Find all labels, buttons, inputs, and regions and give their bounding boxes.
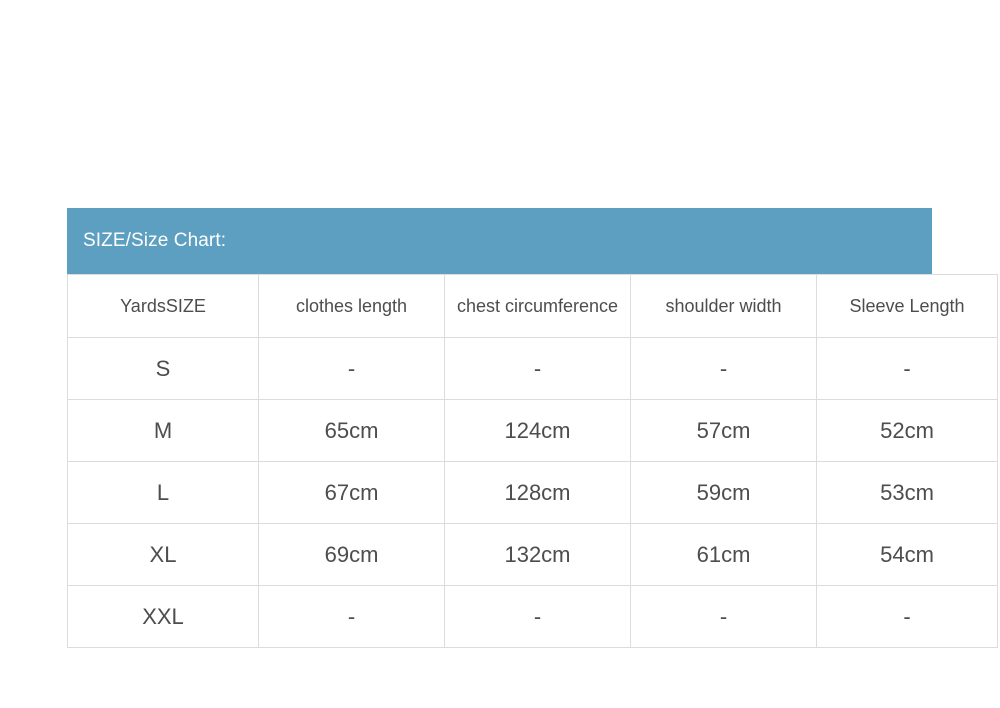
column-header-chest-circumference: chest circumference: [445, 275, 631, 338]
table-row: [68, 338, 998, 400]
cell-sleeve-length: 54cm: [817, 524, 998, 586]
table-row: [68, 462, 998, 524]
cell-sleeve-length: -: [817, 586, 998, 648]
cell-size: XXL: [68, 586, 259, 648]
cell-clothes-length: 69cm: [259, 524, 445, 586]
cell-sleeve-length: -: [817, 338, 998, 400]
size-chart-title: SIZE/Size Chart:: [83, 230, 227, 251]
cell-chest-circumference: -: [445, 586, 631, 648]
cell-clothes-length: 65cm: [259, 400, 445, 462]
column-header-clothes-length: clothes length: [259, 275, 445, 338]
size-chart-header: [67, 208, 932, 274]
cell-chest-circumference: 132cm: [445, 524, 631, 586]
column-header-shoulder-width: shoulder width: [631, 275, 817, 338]
cell-clothes-length: 67cm: [259, 462, 445, 524]
cell-sleeve-length: 53cm: [817, 462, 998, 524]
cell-size: XL: [68, 524, 259, 586]
cell-shoulder-width: 57cm: [631, 400, 817, 462]
table-row: [68, 524, 998, 586]
cell-shoulder-width: -: [631, 586, 817, 648]
cell-clothes-length: -: [259, 586, 445, 648]
cell-clothes-length: -: [259, 338, 445, 400]
cell-size: M: [68, 400, 259, 462]
cell-chest-circumference: -: [445, 338, 631, 400]
column-header-yards-size: YardsSIZE: [68, 275, 259, 338]
cell-chest-circumference: 128cm: [445, 462, 631, 524]
cell-size: L: [68, 462, 259, 524]
size-chart-table: [67, 274, 998, 648]
cell-size: S: [68, 338, 259, 400]
table-row: [68, 586, 998, 648]
table-header-row: [68, 275, 998, 338]
size-chart: [67, 208, 965, 648]
column-header-sleeve-length: Sleeve Length: [817, 275, 998, 338]
table-row: [68, 400, 998, 462]
cell-shoulder-width: -: [631, 338, 817, 400]
cell-shoulder-width: 59cm: [631, 462, 817, 524]
cell-shoulder-width: 61cm: [631, 524, 817, 586]
cell-sleeve-length: 52cm: [817, 400, 998, 462]
cell-chest-circumference: 124cm: [445, 400, 631, 462]
